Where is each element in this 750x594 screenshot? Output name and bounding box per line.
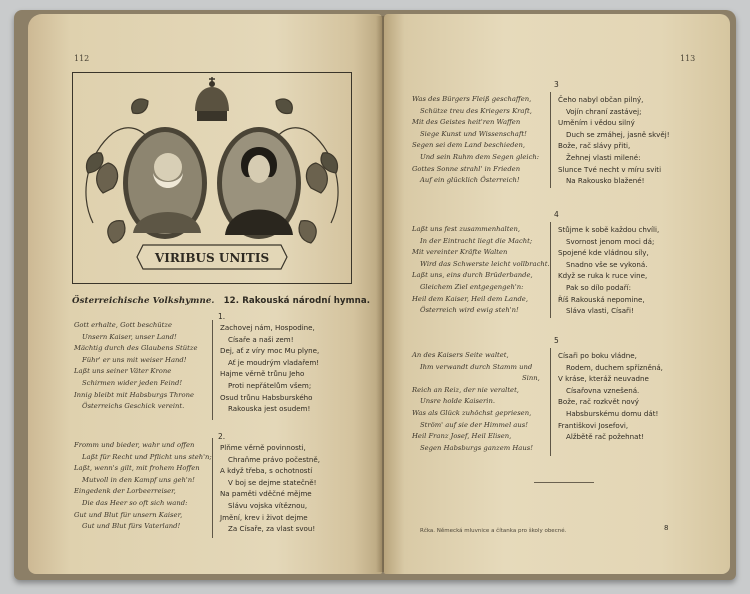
column-divider [212,438,213,538]
verse-line: Císaře a naši zem! [228,334,294,344]
verse-line: Ihm verwandt durch Stamm und [420,362,533,371]
stanza-number: 5 [554,336,559,345]
verse-line: Svornost jenom moci dá; [566,236,655,246]
verse-line: Gut und Blut für unsern Kaiser, [74,510,183,519]
verse-line: Rakouska jest osudem! [228,404,311,414]
verse-line: Na Rakousko blažené! [566,176,645,186]
stanza-4-german [412,224,550,317]
verse-line: Unsern Kaiser, unser Land! [82,332,177,341]
verse-line: Když se ruka k ruce vine, [558,271,648,281]
stanza-number: 1. [218,312,226,321]
stanza-2-german [74,440,212,533]
verse-line: Was als Glück zuhöchst gepriesen, [412,408,532,417]
verse-line: Slávu vojska vítěznou, [228,500,308,510]
verse-line: Siege Kunst und Wissenschaft! [420,129,527,138]
verse-line: Führ' er uns mit weiser Hand! [82,355,187,364]
verse-line: Jmění, krev i život dejme [220,512,308,522]
verse-line: Zachovej nám, Hospodine, [220,323,315,332]
verse-line: Gott erhalte, Gott beschütze [74,321,172,329]
verse-line: Rodem, duchem spřízněná, [566,362,663,372]
verse-line: Auf ein glücklich Österreich! [420,176,520,185]
verse-line: Laßt uns fest zusammenhalten, [412,225,521,233]
verse-line: Heil dem Kaiser, Heil dem Lande, [412,294,528,303]
stanza-number: 2. [218,432,226,441]
verse-line: Za Císaře, za vlast svou! [228,524,316,534]
verse-line: Habsburskému domu dát! [566,408,659,418]
verse-line: Vojín chraní zastávej; [566,106,642,116]
verse-line: Proti nepřátelům všem; [228,380,312,390]
emblem-engraving [73,73,351,283]
emblem-illustration [72,72,352,284]
verse-line: Františkovi Josefovi, [558,420,629,430]
verse-line: Uměním i vědou silný [558,118,635,128]
verse-line: Österreich wird ewig steh'n! [420,306,519,315]
verse-line: Sláva vlasti, Císaři! [566,306,634,316]
verse-line: Segen Habsburgs ganzem Haus! [420,443,533,452]
page-number-right: 113 [680,54,696,63]
verse-line: Na paměti vděčné mějme [220,489,312,499]
stanza-2-czech [220,442,320,535]
verse-line: Die das Heer so oft sich wand: [82,498,188,507]
column-divider [550,222,551,318]
end-rule [534,482,594,483]
stanza-5-czech [558,350,663,443]
verse-line: Sinn, [522,374,540,383]
verse-line: A když třeba, s ochotností [220,466,313,476]
stanza-number: 3 [554,80,559,89]
stanza-4-czech [558,224,659,317]
verse-line: Gottes Sonne strahl' in Frieden [412,164,521,173]
verse-line: Osud trůnu Habsburského [220,392,313,402]
crown-icon [195,77,229,121]
heading-german: Österreichische Volkshymne. [72,296,215,306]
hymn-heading [72,296,371,306]
verse-line: Laßt uns seiner Väter Krone [74,367,172,376]
verse-line: Gut und Blut fürs Vaterland! [82,522,181,531]
verse-line: Reich an Reiz, der nie veraltet, [412,385,519,394]
verse-line: Heil Franz Josef, Heil Elisen, [412,432,512,441]
verse-line: Mutvoll in den Kampf uns geh'n! [82,475,195,484]
verse-line: Was des Bürgers Fleiß geschaffen, [412,95,532,103]
verse-line: Ström' auf sie der Himmel aus! [420,420,528,429]
verse-line: Mit vereinter Kräfte Walten [412,248,508,257]
verse-line: V boj se dejme statečně! [228,477,317,487]
verse-line: In der Eintracht liegt die Macht; [420,236,533,245]
page-footer: Rčka. Německá mluvnice a čítanka pro školy obecné. [420,528,567,534]
verse-line: Segen sei dem Land beschieden, [412,141,526,150]
verse-line: Alžbětě rač požehnat! [566,432,645,442]
verse-line: Mächtig durch des Glaubens Stütze [74,344,198,353]
verse-line: Laßt für Recht und Pflicht uns steh'n; [82,452,212,461]
stanza-number: 4 [554,210,559,219]
heading-czech: 12. Rakouská národní hymna. [223,296,371,306]
verse-line: Schirmen wider jeden Feind! [82,378,183,387]
verse-line: Plňme věrně povinnosti, [220,443,306,452]
verse-line: Bože, rač slávy přiti, [558,141,631,151]
verse-line: Innig bleibt mit Habsburgs Throne [74,390,195,399]
verse-line: V kráse, kteráž neuvadne [558,374,649,384]
column-divider [550,92,551,188]
verse-line: Říš Rakouská nepomine, [558,294,645,304]
verse-line: Eingedenk der Lorbeerreiser, [74,487,176,496]
verse-line: Wird das Schwerste leicht vollbracht. [420,259,550,268]
verse-line: Chraňme právo počestně, [228,454,320,464]
verse-line: Dej, ať z víry moc Mu plyne, [220,346,320,356]
verse-line: Bože, rač rozkvět nový [558,397,639,407]
stanza-1-czech [220,322,319,415]
verse-line: Slunce Tvé necht v míru sviti [558,164,662,174]
verse-line: Spojené kde vládnou síly, [558,248,649,258]
stanza-5-german [412,350,540,454]
verse-line: Und sein Ruhm dem Segen gleich: [420,152,540,161]
stanza-3-czech [558,94,670,187]
verse-line: Mit des Geistes heit'ren Waffen [412,118,521,127]
verse-line: Duch se zmáhej, jasně skvěj! [566,129,670,139]
verse-line: Laßt, wenn's gilt, mit frohem Hoffen [74,464,200,473]
verse-line: Ať je moudrým vladařem! [228,357,320,367]
verse-line: Hajme věrně trůnu Jeho [220,369,305,379]
signature-mark: 8 [664,524,669,532]
stanza-1-german [74,320,198,413]
verse-line: Stůjme k sobě každou chvíli, [558,225,660,234]
verse-line: Österreichs Geschick vereint. [82,402,185,411]
verse-line: Císařovna vznešená. [566,385,640,395]
verse-line: An des Kaisers Seite waltet, [412,351,509,359]
verse-line: Schütze treu des Kriegers Kraft, [420,106,532,115]
open-book [14,10,736,580]
verse-line: Unsre holde Kaiserin. [420,397,495,406]
column-divider [550,348,551,456]
verse-line: Snadno vše se vykoná. [566,259,648,269]
emblem-motto: VIRIBUS UNITIS [154,251,270,265]
stanza-3-german [412,94,539,187]
verse-line: Fromm und bieder, wahr und offen [74,441,195,449]
column-divider [212,320,213,420]
verse-line: Žehnej vlasti milené: [566,152,641,162]
right-page [384,14,730,574]
left-page [28,14,382,574]
page-number-left: 112 [74,54,90,63]
verse-line: Laßt uns, eins durch Brüderbande, [412,271,533,280]
verse-line: Gleichem Ziel entgegengeh'n: [420,282,524,291]
verse-line: Císaři po boku vládne, [558,351,637,360]
verse-line: Pak so dílo podaří: [566,282,631,292]
verse-line: Čeho nabyl občan pilný, [558,95,644,104]
